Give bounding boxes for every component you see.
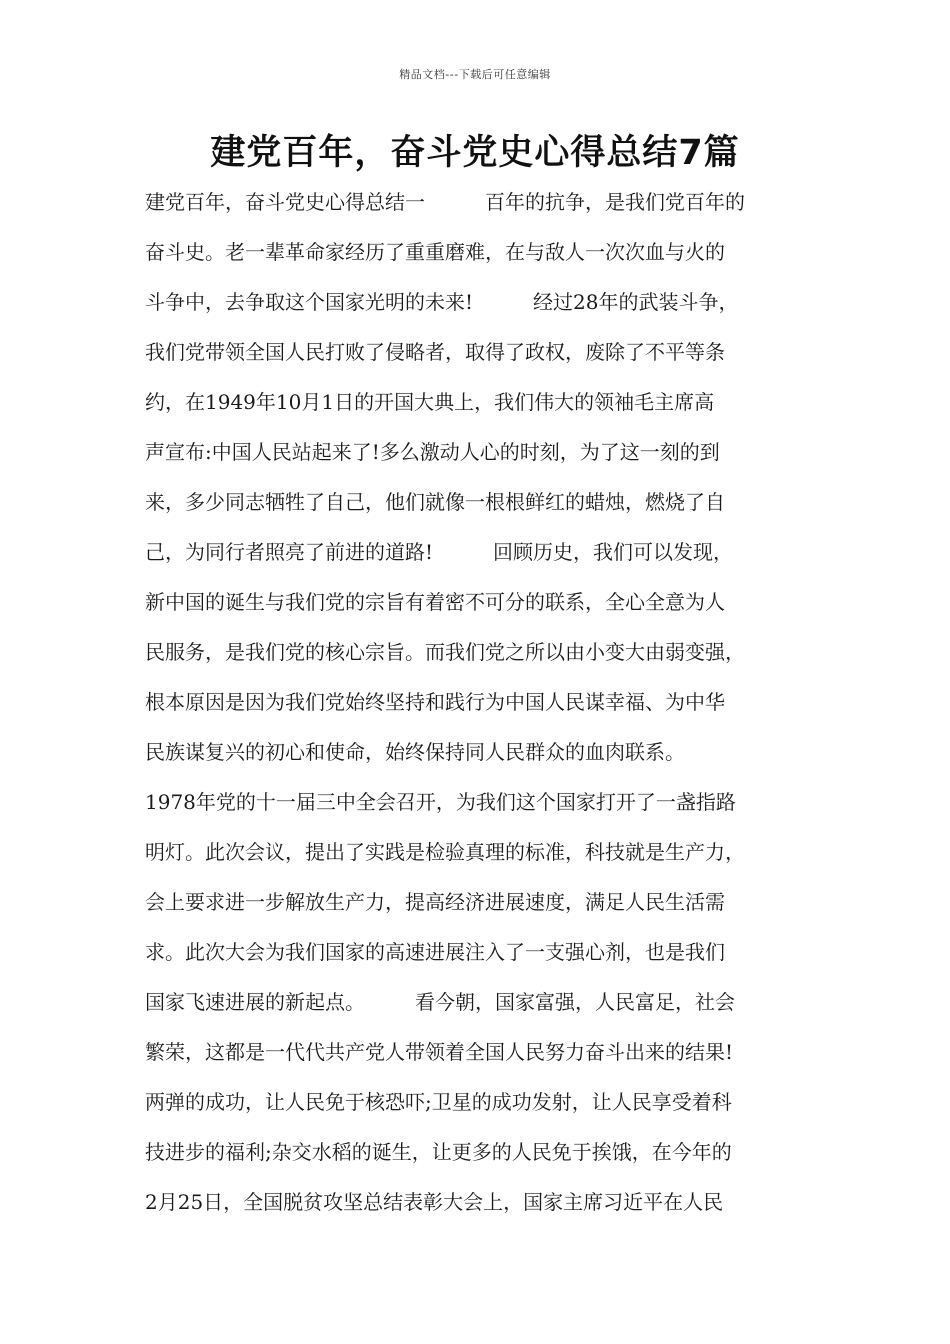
body-line: 来，多少同志牺牲了自己，他们就像一根根鲜红的蜡烛，燃烧了自 [145, 490, 725, 514]
body-line: 根本原因是因为我们党始终坚持和践行为中国人民谋幸福、为中华 [145, 690, 725, 714]
header-note: 精品文档---下载后可任意编辑 [399, 68, 551, 81]
body-line: 明灯。此次会议，提出了实践是检验真理的标准，科技就是生产力， [145, 840, 745, 864]
body-line: 2月25日，全国脱贫攻坚总结表彰大会上，国家主席习近平在人民 [145, 1190, 724, 1214]
body-line: 约，在1949年10月1日的开国大典上，我们伟大的领袖毛主席高 [145, 390, 715, 414]
body-line: 新中国的诞生与我们党的宗旨有着密不可分的联系，全心全意为人 [145, 590, 725, 614]
body-line: 1978年党的十一届三中全会召开，为我们这个国家打开了一盏指路 [145, 790, 736, 814]
body-line: 我们党带领全国人民打败了侵略者，取得了政权，废除了不平等条 [145, 340, 725, 364]
body-line: 求。此次大会为我们国家的高速进展注入了一支强心剂，也是我们 [145, 940, 725, 964]
document-title: 建党百年，奋斗党史心得总结7篇 [210, 133, 740, 173]
body-line: 民服务，是我们党的核心宗旨。而我们党之所以由小变大由弱变强， [145, 640, 745, 664]
body-line: 奋斗史。老一辈革命家经历了重重磨难，在与敌人一次次血与火的 [145, 240, 725, 264]
body-line: 两弹的成功，让人民免于核恐吓;卫星的成功发射，让人民享受着科 [145, 1090, 732, 1114]
body-line: 国家飞速进展的新起点。 看今朝，国家富强，人民富足，社会 [145, 990, 735, 1014]
body-line: 会上要求进一步解放生产力，提高经济进展速度，满足人民生活需 [145, 890, 725, 914]
body-line: 斗争中，去争取这个国家光明的未来! 经过28年的武装斗争， [145, 290, 739, 314]
body-line: 己，为同行者照亮了前进的道路! 回顾历史，我们可以发现， [145, 540, 734, 564]
body-line: 繁荣，这都是一代代共产党人带领着全国人民努力奋斗出来的结果! [145, 1040, 734, 1064]
body-line: 技进步的福利;杂交水稻的诞生，让更多的人民免于挨饿，在今年的 [145, 1140, 732, 1164]
body-line: 声宣布:中国人民站起来了!多么激动人心的时刻，为了这一刻的到 [145, 440, 720, 464]
document-body [145, 177, 815, 1227]
body-line: 建党百年，奋斗党史心得总结一 百年的抗争，是我们党百年的 [145, 190, 745, 214]
body-line: 民族谋复兴的初心和使命，始终保持同人民群众的血肉联系。 [145, 740, 685, 764]
